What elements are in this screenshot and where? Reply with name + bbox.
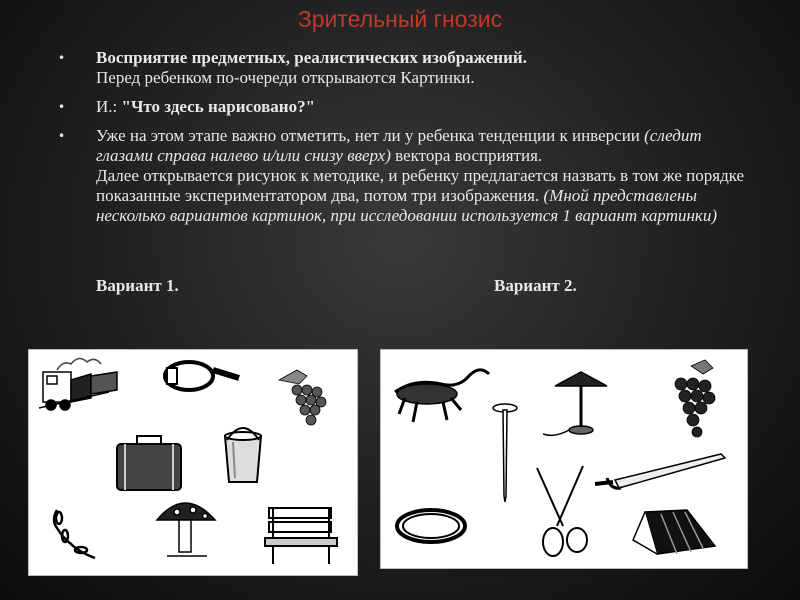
bullet-dot-icon: • — [58, 129, 66, 143]
variant-1-label: Вариант 1. — [96, 276, 179, 295]
bullet-3-paragraph-1 — [96, 126, 758, 166]
grapes-icon — [675, 360, 715, 437]
belt-icon — [165, 362, 239, 390]
train-icon — [39, 358, 117, 410]
bullet-list — [58, 48, 758, 235]
bullet-3-end: вектора восприятия. — [390, 146, 543, 165]
variant-labels — [96, 276, 716, 296]
bullet-1-text: Перед ребенком по-очереди открываются Картинки. — [96, 68, 475, 87]
bench-icon — [265, 508, 337, 564]
slide-title: Зрительный гнозис — [297, 6, 503, 32]
rope-icon — [397, 510, 465, 542]
bullet-2 — [58, 97, 758, 117]
bullet-dot-icon: • — [58, 100, 66, 114]
bullet-1-heading: Восприятие предметных, реалистических изображений. — [96, 48, 527, 67]
suitcase-icon — [117, 436, 181, 490]
bullet-dot-icon: • — [58, 51, 66, 65]
bullet-2-prefix: И.: — [96, 97, 122, 116]
chain-icon — [54, 510, 95, 558]
sword-icon — [595, 454, 725, 488]
scissors-icon — [537, 466, 587, 556]
bullet-3-text: Уже на этом этапе важно отметить, нет ли у ребенка тенденции к инверсии — [96, 126, 645, 145]
variant-2-label: Вариант 2. — [494, 276, 577, 295]
mushroom-icon — [157, 503, 215, 556]
bullet-3 — [58, 126, 758, 226]
bullet-1 — [58, 48, 758, 88]
bullet-3-italic-2: (Мной представлены несколько вариантов картинок, при исследовании используется 1 вариант картинки) — [96, 186, 718, 225]
lizard-icon — [395, 370, 489, 422]
bullet-3-italic: (следит глазами справа налево и/или снизу вверх) — [96, 126, 702, 165]
bucket-icon — [225, 428, 261, 482]
lamp-icon — [543, 372, 607, 435]
nail-icon — [493, 404, 517, 502]
grapes-icon — [279, 370, 326, 425]
bullet-2-question: "Что здесь нарисовано?" — [121, 97, 316, 116]
variant-1-picture — [28, 349, 358, 576]
bullet-3-paragraph-2 — [96, 166, 758, 226]
bullet-3-text-2: Далее открывается рисунок к методике, и ребенку предлагается назвать в том же порядке показанные экспериментатором два, потом три изображения. — [96, 166, 745, 205]
roof-icon — [633, 510, 715, 554]
variant-2-picture — [380, 349, 748, 569]
